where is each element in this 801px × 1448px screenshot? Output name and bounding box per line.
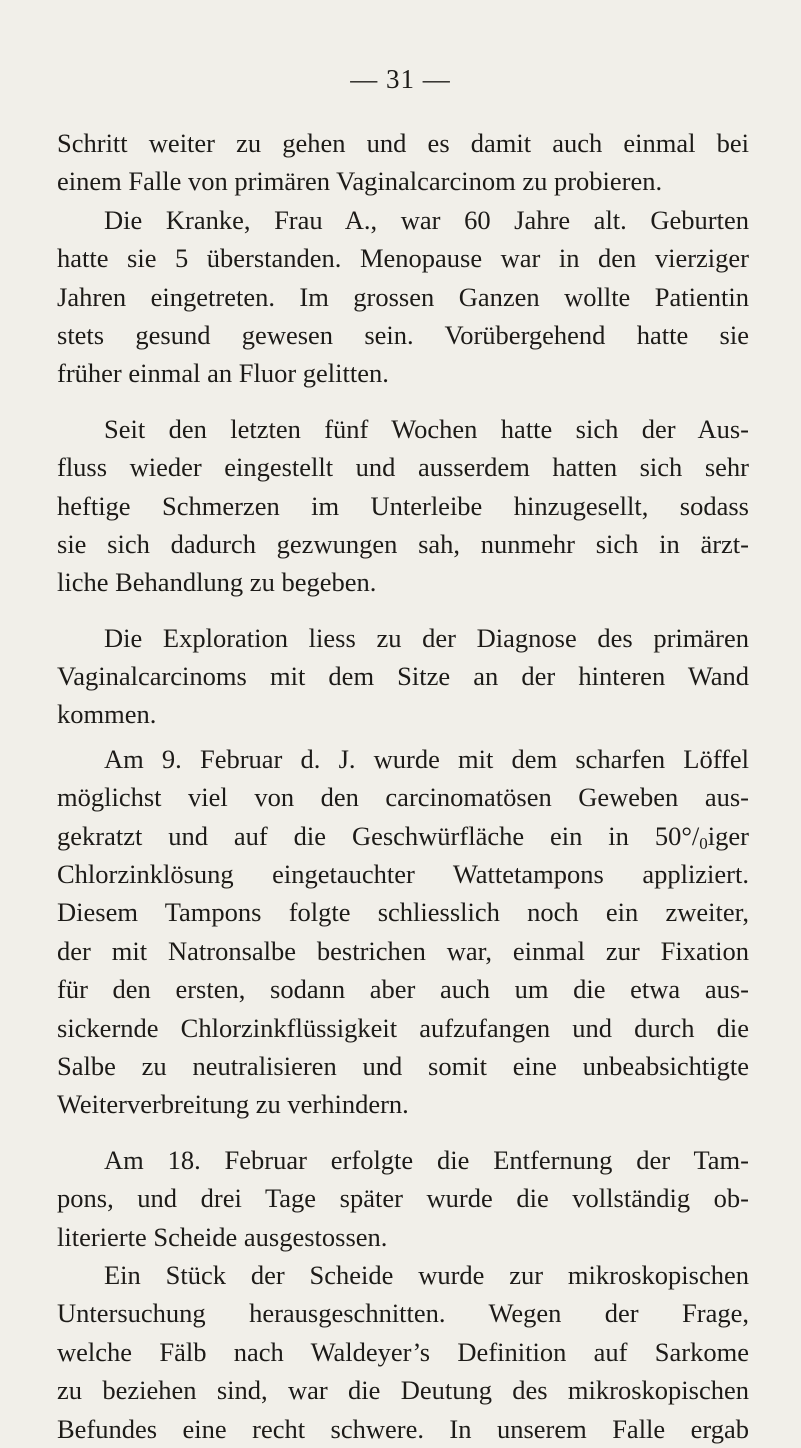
- text-line: [57, 817, 749, 855]
- paragraph: [57, 201, 749, 393]
- text-line: für den ersten, sodann aber auch um die etwa aus-: [57, 974, 749, 1005]
- text-line: Die Exploration liess zu der Diagnose des primären: [104, 622, 749, 653]
- text-line: Ein Stück der Scheide wurde zur mikroskopischen: [104, 1259, 749, 1290]
- text-line: zu beziehen sind, war die Deutung des mikroskopischen: [57, 1375, 749, 1406]
- text-line: Befundes eine recht schwere. In unserem Falle ergab: [57, 1413, 749, 1444]
- text-line: Untersuchung herausgeschnitten. Wegen der Frage,: [57, 1298, 749, 1329]
- text-line: möglichst viel von den carcinomatösen Geweben aus-: [57, 782, 749, 813]
- text-line: Chlorzinklösung eingetauchter Wattetampons appliziert.: [57, 859, 749, 890]
- paragraph: [57, 740, 749, 1124]
- text-line: literierte Scheide ausgestossen.: [57, 1221, 388, 1252]
- text-line: Jahren eingetreten. Im grossen Ganzen wollte Patientin: [57, 281, 749, 312]
- text-segment: iger: [707, 820, 749, 851]
- text-line: sickernde Chlorzinkflüssigkeit aufzufangen und durch die: [57, 1012, 749, 1043]
- page-number: — 31 —: [350, 64, 451, 94]
- paragraph: [57, 410, 749, 602]
- text-line: hatte sie 5 überstanden. Menopause war in den vierziger: [57, 243, 749, 274]
- text-line: heftige Schmerzen im Unterleibe hinzugesellt, sodass: [57, 490, 749, 521]
- subscript: 0: [699, 833, 708, 853]
- text-line: sie sich dadurch gezwungen sah, nunmehr sich in ärzt-: [57, 528, 749, 559]
- text-line: Schritt weiter zu gehen und es damit auch einmal bei: [57, 128, 749, 158]
- paragraph: [57, 619, 749, 734]
- text-line: Am 9. Februar d. J. wurde mit dem scharfen Löffel: [104, 743, 749, 774]
- text-line: stets gesund gewesen sein. Vorübergehend hatte sie: [57, 319, 749, 350]
- text-line: einem Falle von primären Vaginalcarcinom zu probieren.: [57, 166, 663, 197]
- text-line: Salbe zu neutralisieren und somit eine unbeabsichtigte: [57, 1050, 749, 1081]
- text-line: liche Behandlung zu begeben.: [57, 567, 377, 598]
- paragraph: [57, 1141, 749, 1256]
- text-line: Vaginalcarcinoms mit dem Sitze an der hinteren Wand: [57, 661, 749, 692]
- text-line: kommen.: [57, 699, 157, 730]
- text-line: früher einmal an Fluor gelitten.: [57, 358, 389, 389]
- text-line: Am 18. Februar erfolgte die Entfernung der Tam-: [104, 1144, 749, 1175]
- text-line: pons, und drei Tage später wurde die vollständig ob-: [57, 1183, 749, 1214]
- paragraph: [57, 1256, 749, 1448]
- text-line: Diesem Tampons folgte schliesslich noch ein zweiter,: [57, 897, 749, 928]
- text-line: fluss wieder eingestellt und ausserdem hatten sich sehr: [57, 452, 749, 483]
- text-line: der mit Natronsalbe bestrichen war, einmal zur Fixation: [57, 935, 749, 966]
- text-line: welche Fälb nach Waldeyer’s Definition auf Sarkome: [57, 1336, 749, 1367]
- body-text: [57, 124, 749, 1448]
- paragraph: [57, 124, 749, 201]
- text-line: Weiterverbreitung zu verhindern.: [57, 1089, 409, 1120]
- text-segment: gekratzt und auf die Geschwürfläche ein in 50°/: [57, 820, 700, 851]
- text-line: Seit den letzten fünf Wochen hatte sich der Aus-: [104, 413, 749, 444]
- text-line: Die Kranke, Frau A., war 60 Jahre alt. Geburten: [104, 204, 749, 235]
